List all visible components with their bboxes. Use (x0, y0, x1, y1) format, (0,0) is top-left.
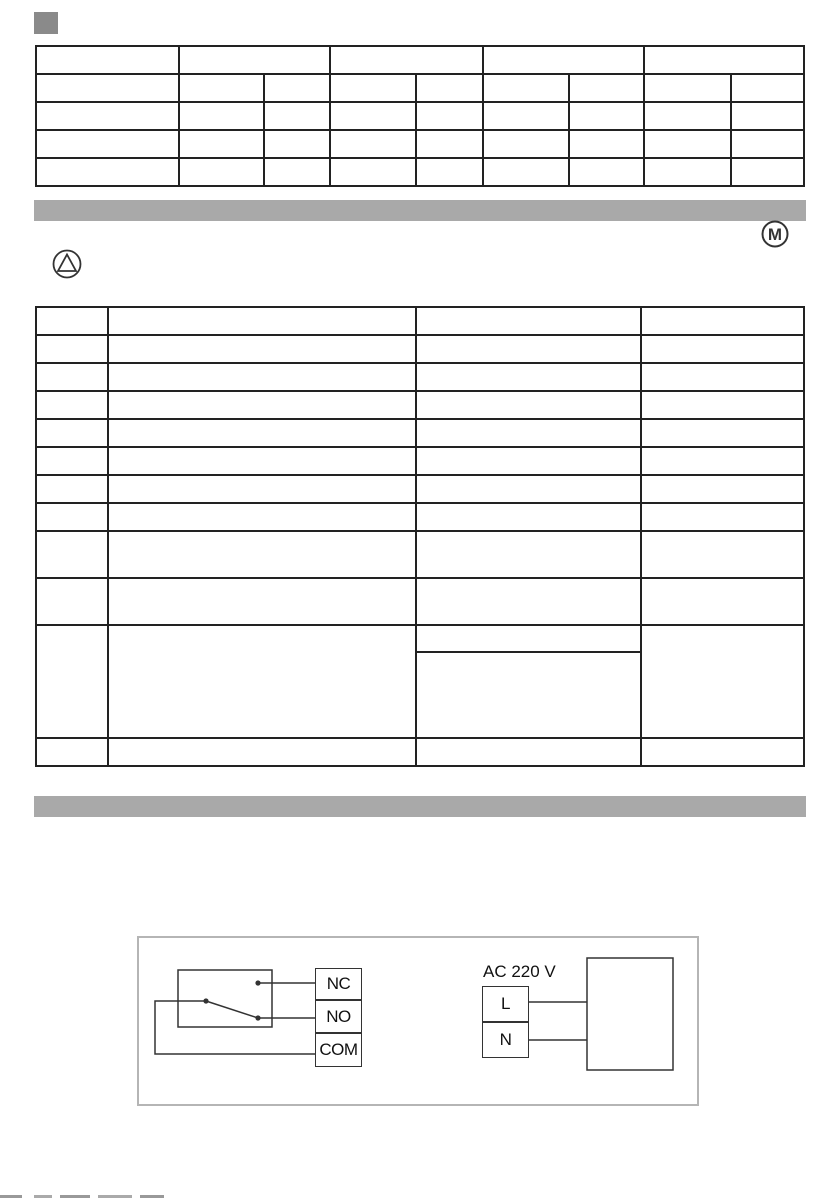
section-header-bar (34, 200, 806, 221)
table-row (36, 363, 804, 391)
table-row (36, 335, 804, 363)
terminal-no: NO (315, 1000, 362, 1033)
table-row (36, 74, 804, 102)
table-row (36, 503, 804, 531)
terminal-com: COM (315, 1033, 362, 1067)
table-row (36, 130, 804, 158)
specs-table-2 (35, 306, 805, 767)
section-marker (34, 12, 58, 34)
wiring-diagram (137, 936, 699, 1106)
specs-table-1 (35, 45, 805, 187)
terminal-n: N (482, 1022, 529, 1058)
relay-switch-schematic (139, 938, 697, 1104)
svg-text:M: M (767, 225, 783, 244)
scan-artifact (0, 1186, 180, 1192)
table-row (36, 102, 804, 130)
table-row (36, 419, 804, 447)
triangle-circle-icon (50, 248, 84, 285)
table-row (36, 46, 804, 74)
table-row (36, 391, 804, 419)
terminal-nc: NC (315, 968, 362, 1000)
m-circle-icon (758, 219, 792, 254)
table-row (36, 158, 804, 186)
supply-label: AC 220 V (483, 962, 556, 981)
table-row (36, 447, 804, 475)
table-row (36, 475, 804, 503)
terminal-l: L (482, 986, 529, 1022)
table-row (36, 578, 804, 625)
table-row (36, 625, 804, 652)
table-row (36, 738, 804, 766)
section-header-bar (34, 796, 806, 817)
table-row (36, 307, 804, 335)
table-row (36, 531, 804, 578)
